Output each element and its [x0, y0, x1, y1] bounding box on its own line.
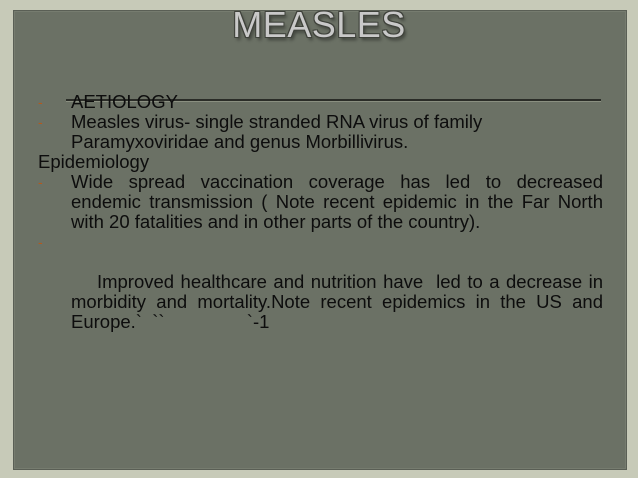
slide-title: MEASLES	[232, 4, 406, 45]
bullet-marker: -	[38, 234, 43, 250]
bullet-epidemiology-2	[38, 232, 609, 352]
bullet-marker: -	[38, 94, 43, 110]
bullet-marker: -	[38, 114, 43, 130]
epidemiology-point-1: Wide spread vaccination coverage has led to decreased endemic transmission ( Note recent epidemic in the Far North with 20 fatalities and in other parts of the country).	[71, 171, 603, 232]
slide-body	[38, 91, 609, 352]
bullet-marker: -	[38, 174, 43, 190]
aetiology-heading: AETIOLOGY	[71, 91, 178, 112]
epidemiology-heading: Epidemiology	[38, 151, 150, 172]
bullet-aetiology	[38, 92, 603, 112]
epidemiology-point-2: Improved healthcare and nutrition have led to a decrease in morbidity and mortality.Note recent epidemics in the US and Europe.` `` `-1	[71, 271, 609, 332]
bullet-epidemiology-1	[38, 172, 603, 232]
bullet-aetiology-text	[38, 112, 603, 152]
aetiology-text: Measles virus- single stranded RNA virus of family Paramyxoviridae and genus Morbillivirus.	[71, 111, 483, 152]
